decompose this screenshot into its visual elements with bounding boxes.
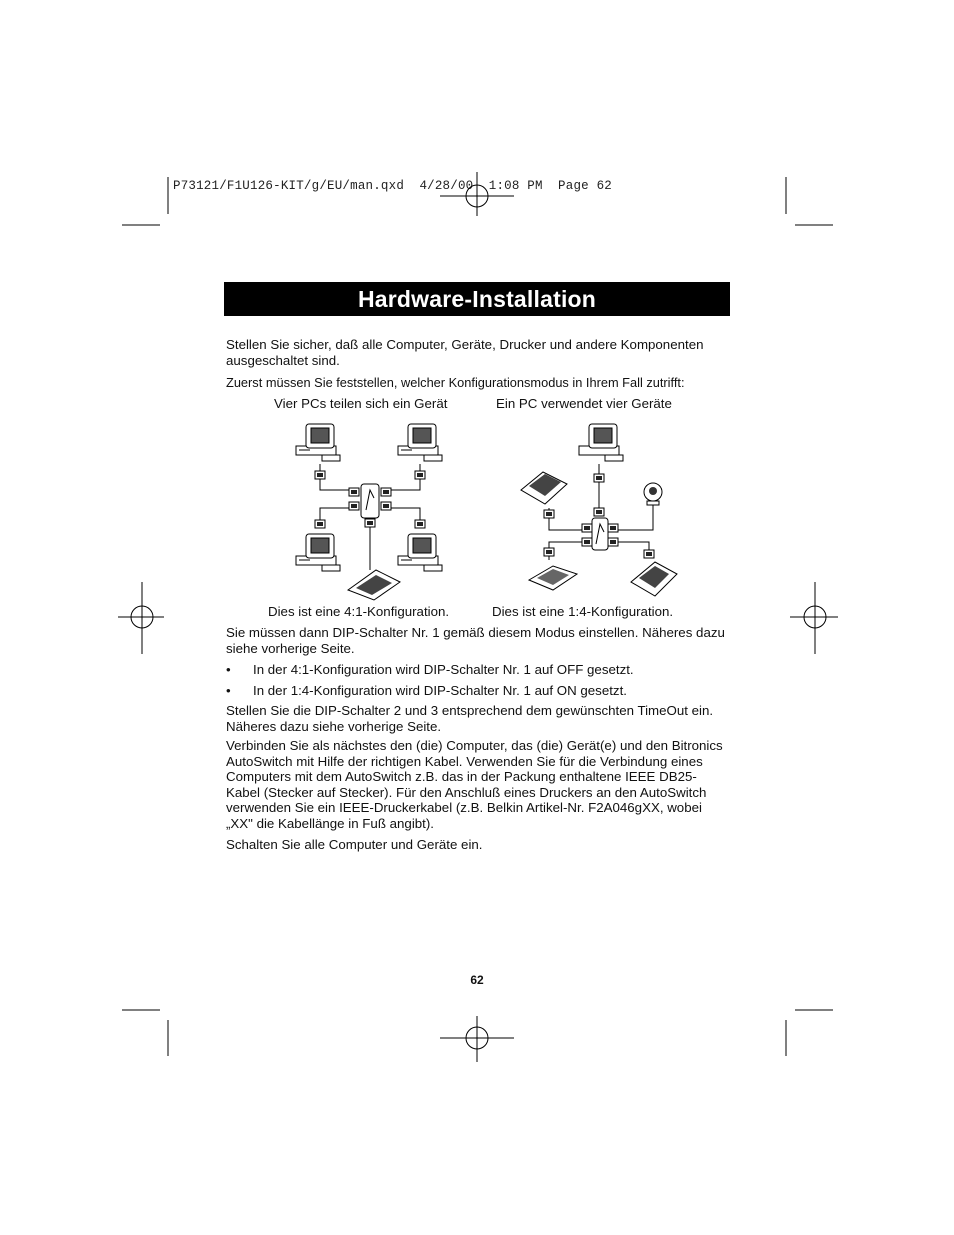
computer-icon-top-left — [296, 424, 340, 461]
autoswitch-icon — [361, 484, 379, 518]
caption-four-to-one-top: Vier PCs teilen sich ein Gerät — [274, 396, 448, 411]
diagram-four-to-one — [290, 420, 450, 602]
printer-icon-left — [521, 472, 567, 504]
connect-paragraph: Verbinden Sie als nächstes den (die) Computer, das (die) Gerät(e) und den Bitronics AutoSwitch mit Hilfe der richtigen Kabel. Verwenden Sie für die Verbindung eines Computers mit dem AutoSwitch z.B. das in der Packung enthaltene IEEE DB25-Kabel (Stecker auf Stecker). Für den Anschluß eines Druckers an den AutoSwitch verwenden Sie ein IEEE-Druckerkabel (z.B. Belkin Artikel-Nr. F2A046gXX, wobei „XX" die Kabellänge in Fuß angibt). — [226, 738, 723, 831]
printer-icon-right — [631, 562, 677, 596]
dip-switch-paragraph: Sie müssen dann DIP-Schalter Nr. 1 gemäß diesem Modus einstellen. Näheres dazu siehe vorherige Seite. — [226, 625, 725, 656]
printer-icon — [348, 570, 400, 600]
computer-icon-bottom-left — [296, 534, 340, 571]
timeout-paragraph: Stellen Sie die DIP-Schalter 2 und 3 entsprechend dem gewünschten TimeOut ein. Näheres dazu siehe vorherige Seite. — [226, 703, 714, 734]
registration-mark-bottom — [440, 1016, 514, 1062]
autoswitch-icon — [592, 518, 608, 550]
list-item: In der 1:4-Konfiguration wird DIP-Schalter Nr. 1 auf ON gesetzt. — [253, 683, 627, 698]
registration-mark-top — [440, 172, 514, 216]
page-title: Hardware-Installation — [357, 286, 597, 312]
computer-icon-top-right — [398, 424, 442, 461]
registration-mark-left — [118, 582, 164, 654]
diagram-one-to-four — [515, 420, 685, 602]
caption-one-to-four: Dies ist eine 1:4-Konfiguration. — [492, 604, 674, 619]
bullet-marker: • — [226, 662, 231, 677]
caption-one-to-four-top: Ein PC verwendet vier Geräte — [496, 396, 672, 411]
list-item: In der 4:1-Konfiguration wird DIP-Schalter Nr. 1 auf OFF gesetzt. — [253, 662, 634, 677]
camera-icon — [644, 483, 662, 505]
print-slug: P73121/F1U126-KIT/g/EU/man.qxd 4/28/00 1:08 PM Page 62 — [173, 179, 612, 193]
scanner-icon — [529, 566, 577, 590]
bullet-marker: • — [226, 683, 231, 698]
registration-mark-right — [790, 582, 838, 654]
page-number: 62 — [470, 973, 484, 987]
computer-icon — [579, 424, 623, 461]
section-title-bar — [224, 282, 730, 316]
power-on-paragraph: Schalten Sie alle Computer und Geräte ein. — [226, 837, 483, 852]
computer-icon-bottom-right — [398, 534, 442, 571]
mode-question: Zuerst müssen Sie feststellen, welcher Konfigurationsmodus in Ihrem Fall zutrifft: — [226, 375, 685, 390]
intro-paragraph: Stellen Sie sicher, daß alle Computer, Geräte, Drucker und andere Komponenten ausgeschaltet sind. — [226, 337, 704, 368]
caption-four-to-one: Dies ist eine 4:1-Konfiguration. — [268, 604, 450, 619]
